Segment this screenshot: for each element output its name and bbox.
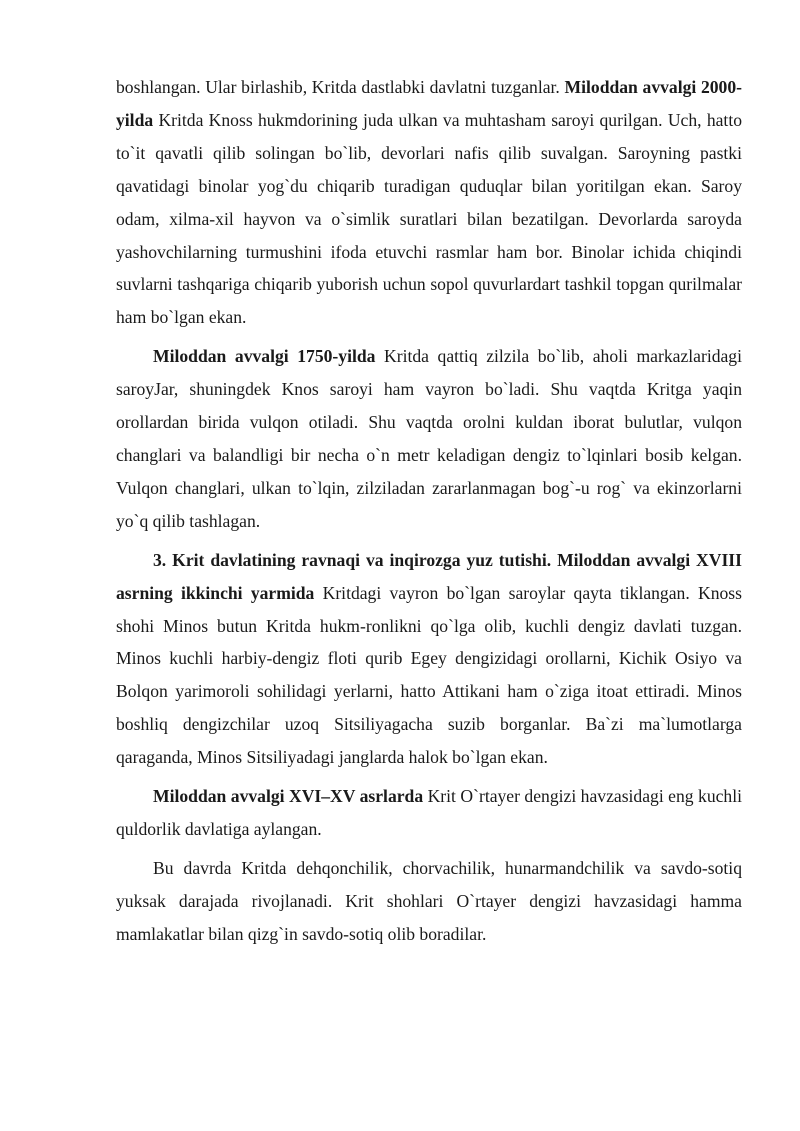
- paragraph-5-run-1: Bu davrda Kritda dehqonchilik, chorvachilik, hunarmandchilik va savdo-sotiq yuksak darajada rivojlanadi. Krit shohlari O`rtayer dengizi havzasidagi hamma mamlakatlar bilan qizg`in savdo-sotiq olib boradilar.: [116, 857, 742, 944]
- paragraph-1-run-1: boshlangan. Ular birlashib, Kritda dastlabki davlatni tuzganlar.: [116, 77, 565, 97]
- paragraph-4-bold-date: Miloddan avvalgi XVI–XV asrlarda: [153, 786, 424, 807]
- paragraph-1-bold-date: Miloddan avvalgi 2000-yilda: [116, 77, 743, 130]
- paragraph-3-run-2: Kritdagi vayron bo`lgan saroylar qayta tiklangan. Knoss shohi Minos butun Kritda hukm-ronlikni qo`lga olib, kuchli dengiz davlati tuzgan. Minos kuchli harbiy-dengiz floti qurib Egey dengizidagi orollarni, Kichik Osiyo va Bolqon yarimoroli sohilidagi yerlarni, hatto Attikani ham o`ziga itoat ettiradi. Minos boshliq dengizchilar uzoq Sitsiliyagacha suzib borganlar. Ba`zi ma`lumotlarga qaraganda, Minos Sitsiliyadagi janglarda halok bo`lgan ekan.: [116, 582, 742, 768]
- paragraph-2-bold-date: Miloddan avvalgi 1750-yilda: [153, 346, 376, 367]
- paragraph-1: [116, 71, 742, 334]
- paragraph-5: [116, 852, 742, 951]
- paragraph-2-run-2: Kritda qattiq zilzila bo`lib, aholi markazlaridagi saroyJar, shuningdek Knos saroyi ham vayron bo`ladi. Shu vaqtda Kritga yaqin orollardan birida vulqon otiladi. Shu vaqtda orolni kuldan iborat bulutlar, vulqon changlari va balandligi bir necha o`n metr keladigan dengiz to`lqinlari bosib kelgan. Vulqon changlari, ulkan to`lqin, zilziladan zararlanmagan bog`-u rog` va ekinzorlarni yo`q qilib tashlagan.: [116, 346, 742, 531]
- paragraph-4-run-2: Krit O`rtayer dengizi havzasidagi eng kuchli quldorlik davlatiga aylangan.: [116, 786, 742, 839]
- paragraph-4: [116, 780, 742, 846]
- paragraph-2: [116, 340, 742, 537]
- paragraph-1-run-3: Kritda Knoss hukmdorining juda ulkan va muhtasham saroyi qurilgan. Uch, hatto to`it qavatli qilib solingan bo`lib, devorlari nafis qilib suvalgan. Saroyning pastki qavatidagi binolar yog`du chiqarib turadigan quduqlar bilan yoritilgan ekan. Saroy odam, xilma-xil hayvon va o`simlik suratlari bilan bezatilgan. Devorlarda saroyda yashovchilarning turmushini ifoda etuvchi rasmlar ham bor. Binolar ichida chiqindi suvlarni tashqariga chiqarib yuborish uchun sopol quvurlardart tashkil topgan qurilmalar ham bo`lgan ekan.: [116, 109, 742, 328]
- paragraph-3: [116, 544, 742, 774]
- section-heading-3: 3. Krit davlatining ravnaqi va inqirozga yuz tutishi. Miloddan avvalgi XVIII asrning ikkinchi yarmida: [116, 549, 742, 603]
- document-page: [116, 71, 742, 957]
